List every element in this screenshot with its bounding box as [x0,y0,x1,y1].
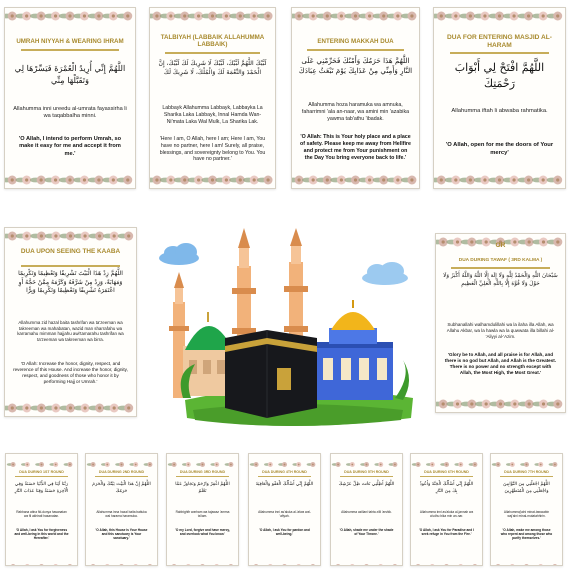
cloud-right [362,262,408,285]
floral-border-bottom [411,556,482,565]
card-title: DUA DURING 2ND ROUND [98,470,145,474]
floral-border-bottom [292,172,419,188]
card-title: DUA FOR ENTERING MASJID AL-HARAM [446,34,552,49]
floral-border-top [434,8,565,24]
divider [21,265,121,267]
floral-border-top [491,454,562,463]
english-translation: 'O Allah: Increase the honor, dignity, respect, and reverence of this House. And increase the honor, dignity, respect, and goodness of those who honor it by performing Hajj or Umrah.' [13,361,128,384]
arabic-text: رَبَّنَا آتِنَا فِي الدُّنْيَا حَسَنَةً وَفِي الْآخِرَةِ حَسَنَةً وَقِنَا عَذَابَ النَّارِ [14,482,69,494]
card-title: TALBIYAH (LABBAIK ALLAHUMMA LABBAIK) [160,34,265,49]
divider [307,49,404,51]
floral-border-top [167,454,238,463]
floral-ornament [150,8,275,24]
english-translation: 'O Allah, I ask You for forgiveness and well-being in this world and the Hereafter.' [14,528,69,541]
floral-border-bottom [5,400,136,416]
divider [165,52,260,54]
card-title: DUA DURING 5TH ROUND [344,470,389,474]
divider [451,267,549,269]
floral-ornament [5,172,135,188]
transliteration: Rabbana atina fid-dunya hasanatan wa fil akhirati hasanatan. [16,510,67,519]
card-title: DUA UPON SEEING THE KAABA [20,248,121,255]
card-title: DUA DURING 4TH ROUND [262,470,307,474]
english-translation: 'O Allah, open for me the doors of Your mercy' [445,142,554,156]
floral-border-bottom [436,396,565,412]
floral-ornament [331,460,402,469]
arabic-text: اللَّهُمَّ إِنِّي أَسْأَلُكَ الْجَنَّةَ وَأَعُوذُ بِكَ مِنَ النَّارِ [419,482,474,494]
transliteration: Allahumma iftah li abwaba rahmatika. [451,108,548,114]
arabic-text: اللَّهُمَّ إِنِّي أَسْأَلُكَ الْعَفْوَ وَالْعَافِيَةَ [255,482,314,487]
floral-border-bottom [150,172,275,188]
card-title: DUA DURING TAWAF ( 3RD KALMA ) [458,258,543,263]
floral-ornament [434,172,565,188]
divider [95,476,149,477]
floral-ornament [436,396,565,412]
floral-border-bottom [331,556,402,565]
arabic-text: اللَّهُمَّ زِدْ هَذَا الْبَيْتَ تَشْرِيفًا وَتَعْظِيمًا وَتَكْرِيمًا وَمَهَابَةً، وَزِدْ مِنْ شَرَّفَهُ وَكَرَّمَهُ مِمَّنْ حَجَّهُ أَوِ اعْتَمَرَهُ تَشْرِيفًا وَتَعْظِيمًا وَتَكْرِيمًا وَبِرًّا [18,270,123,295]
blue-dome-mosque [313,300,393,400]
english-translation: 'O Allah, I ask You for Paradise and I seek refuge in You from the Fire.' [419,528,474,537]
floral-border-bottom [5,172,135,188]
divider [176,476,230,477]
mosque-kaaba-illustration [145,222,430,436]
floral-ornament [167,562,238,566]
floral-border-top [292,8,419,24]
or-label: OR [495,242,506,249]
floral-ornament [5,400,136,416]
dua-card-seeing-kaaba [4,227,137,417]
card-title: DUA DURING 1ST ROUND [19,470,64,474]
arabic-text: اللَّهُمَّ هَذَا حَرَمُكَ وَأَمْنُكَ فَحَرِّمْنِي عَلَى النَّارِ وَأَمِنِّي مِنْ عَذَابِكَ يَوْمَ تَبْعَثُ عِبَادَكَ [298,56,413,76]
dua-card-round-3 [166,453,239,566]
transliteration: Rabbighfir warham wa tajawaz 'amma ta'lam. [175,510,230,519]
transliteration: Allahumma inni as'aluka al-jannah wa a'udhu bika min an-nar. [419,510,474,519]
floral-ornament [5,8,135,24]
floral-ornament [6,460,77,469]
transliteration: Allahumma inna hazal baita baituka wal harama haramuka. [96,510,147,519]
dua-card-entering-masjid [433,7,566,189]
kaaba [225,330,317,418]
divider [340,476,394,477]
transliteration: Subhanallahi walhamdulillahi wa la ilaha illa Allah, wa Allahu Akbar, wa la hawla wa la quwwata illa billahi al-'Aliyyi al-'Azim. [446,322,555,339]
arabic-text: اللَّهُمَّ افْتَحْ لِي أَبْوَابَ رَحْمَتِكَ [454,61,545,90]
arabic-text: اللَّهُمَّ إِنِّي أُرِيدُ الْعُمْرَةَ فَيَسِّرْهَا لِي وَتَقَبَّلْهَا مِنِّي [14,63,126,85]
floral-border-top [5,228,136,244]
floral-border-top [86,454,157,463]
dua-card-round-7 [490,453,563,566]
english-translation: 'O Allah, make me among those who repent and among those who purify themselves.' [500,528,553,541]
english-translation: 'O Allah, this House is Your House and this sanctuary is Your sanctuary.' [95,528,148,541]
dua-card-round-6 [410,453,483,566]
floral-border-top [331,454,402,463]
floral-border-top [411,454,482,463]
dua-card-round-4 [248,453,321,566]
divider [15,476,69,477]
divider [500,476,554,477]
floral-ornament [411,460,482,469]
floral-ornament [292,172,419,188]
floral-ornament [86,562,157,566]
transliteration: Allahummaj'alni minat-tawwabin waj'alni minal-mutatahhirin. [503,510,550,519]
transliteration: Allahumma zid hazal baita tashrifan wa ta'zeeman wa takreeman wa mahabatan, wazid man sharrafahu wa karramahu mimman hajjahu awi'tamarahu tashrifan wa ta'zeeman wa takreeman wa birra. [17,320,124,343]
transliteration: Allahumma azillani tahta zilli 'arshik. [341,510,392,514]
floral-border-bottom [86,556,157,565]
transliteration: Allahumma hoza haramuka wa amnuka, faharrimni 'ala an-naar, wa amini min 'azabika yawma tab'athu 'ibadak. [301,102,410,122]
arabic-text: سُبْحَانَ اللَّهِ وَالْحَمْدُ لِلَّهِ وَلَا إِلَهَ إِلَّا اللَّهُ وَاللَّهُ أَكْبَرُ وَلَا حَوْلَ وَلَا قُوَّةَ إِلَّا بِاللَّهِ الْعَلِيِّ الْعَظِيمِ [443,273,558,288]
dua-card-round-2 [85,453,158,566]
floral-ornament [150,172,275,188]
floral-ornament [292,8,419,24]
floral-border-top [6,454,77,463]
card-title: ENTERING MAKKAH DUA [317,38,394,45]
arabic-text: اللَّهُمَّ أَظِلَّنِي تَحْتَ ظِلِّ عَرْشِكَ [338,482,395,487]
floral-ornament [331,562,402,566]
floral-ornament [249,460,320,469]
floral-ornament [434,8,565,24]
floral-border-top [249,454,320,463]
card-title: DUA DURING 6TH ROUND [424,470,469,474]
english-translation: 'O my Lord, forgive and have mercy, and overlook what You know.' [175,528,230,537]
floral-ornament [411,562,482,566]
haram-illustration [145,222,430,436]
floral-ornament [491,460,562,469]
dua-card-round-5 [330,453,403,566]
divider [450,52,550,54]
floral-ornament [249,562,320,566]
card-title: DUA DURING 3RD ROUND [179,470,226,474]
floral-border-bottom [434,172,565,188]
floral-ornament [5,228,136,244]
english-translation: 'O Allah, shade me under the shade of Your Throne.' [339,528,394,537]
cloud-left [159,243,199,265]
card-title: UMRAH NIYYAH & WEARING IHRAM [16,38,124,45]
dua-card-umrah-niyyah [4,7,136,189]
english-translation: 'O Allah, I ask You for pardon and well-being.' [259,528,310,537]
floral-border-bottom [167,556,238,565]
floral-ornament [6,562,77,566]
english-translation: 'O Allah, I intend to perform Umrah, so make it easy for me and accept it from me.' [18,136,122,157]
floral-border-top [5,8,135,24]
arabic-text: اللَّهُمَّ اجْعَلْنِي مِنَ التَّوَّابِينَ وَاجْعَلْنِي مِنَ الْمُتَطَهِّرِينَ [503,482,550,494]
dua-card-tawaf [435,233,566,413]
divider [258,476,312,477]
floral-border-bottom [249,556,320,565]
dua-card-talbiyah [149,7,276,189]
transliteration: Allahumma inni as'aluka al-'afwa wal-'afiyah. [258,510,311,519]
english-translation: 'O Allah: This is Your holy place and a place of safety. Please keep me away from Hellfire and protect me from Your punishment on the Day You bring everyone back to life.' [300,134,411,161]
card-title: DUA DURING 7TH ROUND [504,470,549,474]
divider [420,476,474,477]
floral-ornament [167,460,238,469]
transliteration: Allahumma inni ureedu al-umrata fayassirha li wa taqabbalha minni. [13,106,127,120]
dua-card-round-1 [5,453,78,566]
arabic-text: اللَّهُمَّ اغْفِرْ وَارْحَمْ وَتَجَاوَزْ عَمَّا تَعْلَمُ [175,482,230,494]
floral-border-bottom [491,556,562,565]
dua-card-entering-makkah [291,7,420,189]
english-translation: 'Here I am, O Allah, here I am; Here I am, You have no partner, here I am! Surely, all praise, blessings, and sovereignty belong to You. You have no partner.' [159,136,266,163]
floral-ornament [86,460,157,469]
english-translation: 'Glory be to Allah, and all praise is for Allah, and there is no god but Allah, and Allah is the Greatest. There is no power and no strength except with Allah, the Most High, the Most Great.' [444,352,557,375]
arabic-text: لَبَّيْكَ اللَّهُمَّ لَبَّيْكَ، لَبَّيْكَ لَا شَرِيكَ لَكَ لَبَّيْكَ، إِنَّ الْحَمْدَ وَالنِّعْمَةَ لَكَ وَالْمُلْكَ، لَا شَرِيكَ لَكَ [158,60,267,76]
transliteration: Labbayk Allahumma Labbayk, Labbayka La Sharika Laka Labbayk, Innal Hamda Wan-Ni'mata Laka Wal Mulk, La Sharika Lak. [162,105,263,125]
arabic-text: اللَّهُمَّ إِنَّ هَذَا الْبَيْتَ بَيْتُكَ وَالْحَرَمَ حَرَمُكَ [92,482,151,494]
floral-ornament [491,562,562,566]
divider [21,49,120,51]
floral-border-bottom [6,556,77,565]
floral-border-top [150,8,275,24]
